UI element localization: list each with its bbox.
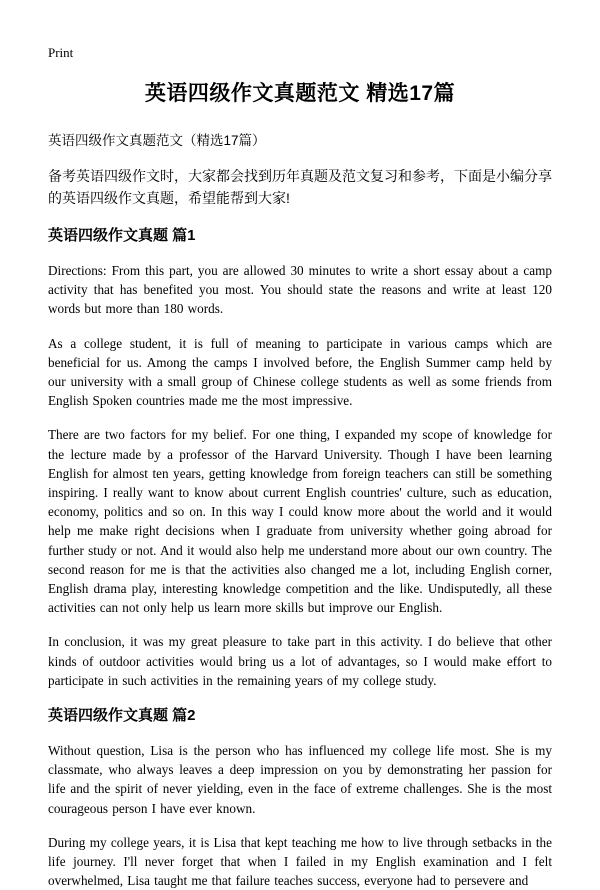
section-1-paragraph-2: As a college student, it is full of meaning to participate in various camps which are beneficial for us. Among the camps I involved before, the English Summer camp held by our university with a small group of Chinese college students as well as some friends from English Spoken countries made me the most impressive. <box>48 335 552 409</box>
section-heading-1: 英语四级作文真题 篇1 <box>48 227 196 244</box>
section-heading-2: 英语四级作文真题 篇2 <box>48 707 196 725</box>
section-1-paragraph-3: There are two factors for my belief. For one thing, I expanded my scope of knowledge for the lecture made by a professor of the Harvard University. Though I have been learning English for almost ten years, getting knowledge from foreign teachers can still be something inspiring. I really want to know about current English countries' culture, such as education, economy, politics and so on. In this way I could know more about the world and it would help me make right decisions when I graduate from university whether going abroad for further study or not. And it would also help me understand more about our own country. The second reason for me is that the activities also changed me a lot, including English corner, English drama play, interesting knowledge competition and the like. Undisputedly, all these activities can not only help us learn more skills but improve our English. <box>48 427 552 616</box>
section-2-paragraph-2: During my college years, it is Lisa that kept teaching me how to live through setbacks in the life journey. I'll never forget that when I failed in my English examination and I felt overwhelmed, Lisa taught me that failure teaches success, everyone had to persevere and <box>48 834 552 889</box>
print-link[interactable]: Print <box>48 45 74 60</box>
section-1-paragraph-1: Directions: From this part, you are allowed 30 minutes to write a short essay about a camp activity that has benefited you most. You should state the reasons and write at least 120 words but more than 180 words. <box>48 263 552 317</box>
section-1-paragraph-4: In conclusion, it was my great pleasure to take part in this activity. I do believe that other kinds of outdoor activities would bring us a lot of advantages, so I would make effort to participate in such activities in the remaining years of my college study. <box>48 634 552 688</box>
page-title: 英语四级作文真题范文 精选17篇 <box>144 82 456 105</box>
section-2-paragraph-1: Without question, Lisa is the person who has influenced my college life most. She is my classmate, who always leaves a deep impression on you by demonstrating her passion for life and the spirit of never yielding, even in the face of extreme challenges. She is the most courageous person I have ever known. <box>48 743 552 816</box>
document-subtitle: 英语四级作文真题范文（精选17篇） <box>48 133 266 148</box>
intro-paragraph: 备考英语四级作文时，大家都会找到历年真题及范文复习和参考，下面是小编分享的英语四级作文真题，希望能帮到大家! <box>48 168 552 206</box>
